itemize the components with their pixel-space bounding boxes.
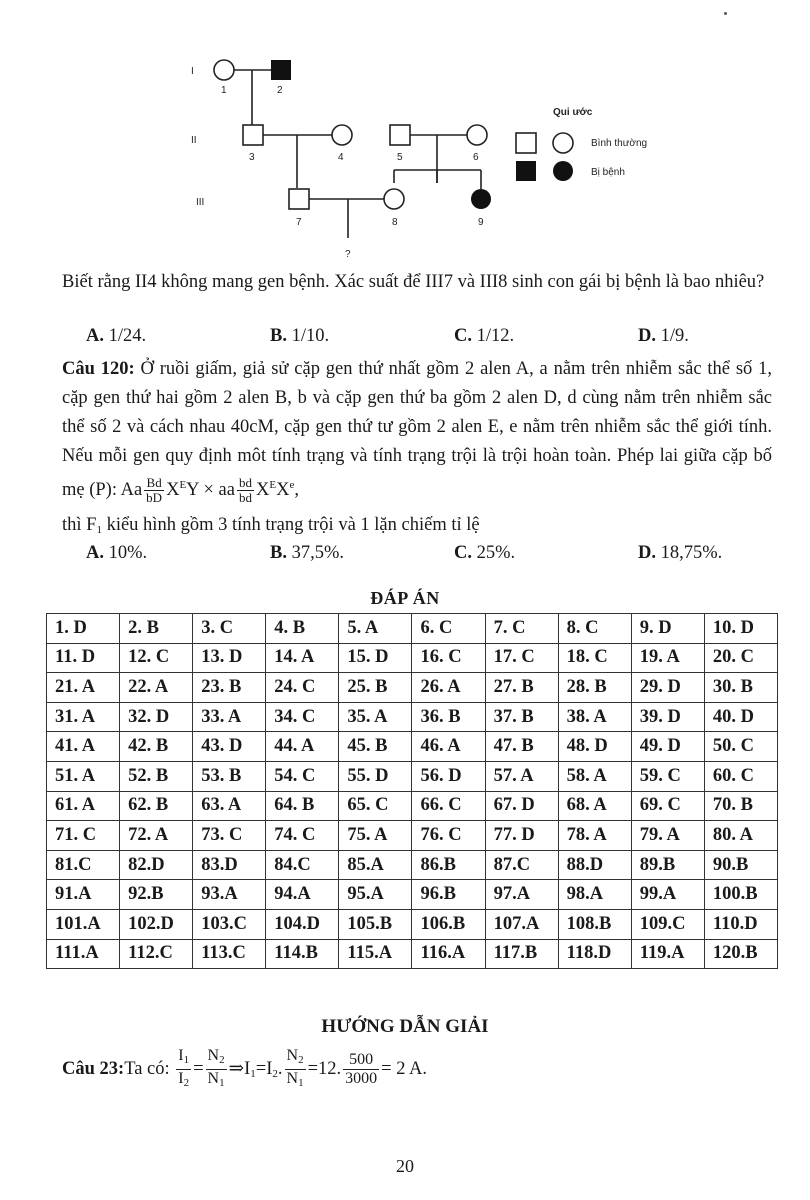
label-6: 6	[473, 152, 479, 163]
answer-cell: 53. B	[193, 761, 266, 791]
answer-cell: 111.A	[47, 939, 120, 969]
answer-cell: 61. A	[47, 791, 120, 821]
answer-cell: 7. C	[485, 614, 558, 644]
answer-cell: 23. B	[193, 673, 266, 703]
answer-cell: 11. D	[47, 643, 120, 673]
answer-cell: 24. C	[266, 673, 339, 703]
answer-cell: 22. A	[120, 673, 193, 703]
gen-label-I: I	[191, 66, 194, 77]
answer-cell: 89.B	[631, 850, 704, 880]
answer-cell: 113.C	[193, 939, 266, 969]
answer-cell: 3. C	[193, 614, 266, 644]
label-3: 3	[249, 152, 255, 163]
answer-cell: 120.B	[704, 939, 777, 969]
answer-cell: 105.B	[339, 909, 412, 939]
answer-cell: 19. A	[631, 643, 704, 673]
answer-cell: 75. A	[339, 821, 412, 851]
answer-cell: 57. A	[485, 761, 558, 791]
answer-cell: 103.C	[193, 909, 266, 939]
answer-cell: 110.D	[704, 909, 777, 939]
answer-cell: 48. D	[558, 732, 631, 762]
answer-cell: 88.D	[558, 850, 631, 880]
answer-cell: 69. C	[631, 791, 704, 821]
answer-cell: 58. A	[558, 761, 631, 791]
q120-option-b: B. 37,5%.	[270, 543, 345, 563]
answer-cell: 39. D	[631, 702, 704, 732]
answer-cell: 96.B	[412, 880, 485, 910]
answer-cell: 64. B	[266, 791, 339, 821]
legend-normal-female	[553, 133, 573, 153]
c23-frac-values: $\frac{500}{3000}$	[345, 1051, 378, 1087]
pedigree-diagram	[0, 0, 810, 265]
answer-cell: 17. C	[485, 643, 558, 673]
answer-cell: 26. A	[412, 673, 485, 703]
answer-cell: 20. C	[704, 643, 777, 673]
individual-7	[289, 189, 309, 209]
answer-row	[47, 732, 778, 762]
label-8: 8	[392, 217, 398, 228]
answer-row	[47, 909, 778, 939]
answer-row	[47, 821, 778, 851]
answer-cell: 68. A	[558, 791, 631, 821]
answer-cell: 42. B	[120, 732, 193, 762]
q120-options	[86, 543, 766, 571]
legend-title: Qui ước	[553, 107, 593, 118]
answer-key-title: ĐÁP ÁN	[370, 588, 440, 608]
answer-cell: 114.B	[266, 939, 339, 969]
legend-normal-label: Bình thường	[591, 138, 648, 149]
answer-cell: 44. A	[266, 732, 339, 762]
answer-cell: 73. C	[193, 821, 266, 851]
answer-cell: 79. A	[631, 821, 704, 851]
answer-cell: 9. D	[631, 614, 704, 644]
individual-9	[471, 189, 491, 209]
answer-cell: 55. D	[339, 761, 412, 791]
q120-label: Câu 120:	[62, 359, 135, 379]
answer-cell: 93.A	[193, 880, 266, 910]
answer-cell: 115.A	[339, 939, 412, 969]
individual-3	[243, 125, 263, 145]
answer-cell: 36. B	[412, 702, 485, 732]
answer-cell: 82.D	[120, 850, 193, 880]
answer-cell: 4. B	[266, 614, 339, 644]
gen-label-III: III	[196, 197, 205, 208]
answer-cell: 99.A	[631, 880, 704, 910]
answer-cell: 108.B	[558, 909, 631, 939]
answer-row	[47, 643, 778, 673]
answer-cell: 62. B	[120, 791, 193, 821]
answer-cell: 47. B	[485, 732, 558, 762]
answer-cell: 77. D	[485, 821, 558, 851]
answer-cell: 98.A	[558, 880, 631, 910]
answer-key-table	[46, 613, 778, 969]
individual-4	[332, 125, 352, 145]
c23-prefix: Ta có:	[124, 1058, 170, 1079]
answer-cell: 107.A	[485, 909, 558, 939]
q119-option-a: A. 1/24.	[86, 326, 147, 346]
answer-cell: 29. D	[631, 673, 704, 703]
answer-cell: 66. C	[412, 791, 485, 821]
answer-cell: 97.A	[485, 880, 558, 910]
answer-cell: 90.B	[704, 850, 777, 880]
q120-text	[62, 355, 772, 505]
answer-row	[47, 850, 778, 880]
c23-label: Câu 23:	[62, 1058, 125, 1079]
answer-cell: 52. B	[120, 761, 193, 791]
answer-cell: 92.B	[120, 880, 193, 910]
answer-cell: 109.C	[631, 909, 704, 939]
individual-1	[214, 60, 234, 80]
answer-cell: 1. D	[47, 614, 120, 644]
legend-affected-label: Bị bệnh	[591, 167, 625, 178]
answer-row	[47, 761, 778, 791]
answer-cell: 30. B	[704, 673, 777, 703]
answer-cell: 51. A	[47, 761, 120, 791]
answer-cell: 6. C	[412, 614, 485, 644]
answer-cell: 67. D	[485, 791, 558, 821]
answer-cell: 116.A	[412, 939, 485, 969]
answer-cell: 21. A	[47, 673, 120, 703]
answer-cell: 14. A	[266, 643, 339, 673]
guide-title: HƯỚNG DẪN GIẢI	[321, 1016, 489, 1037]
answer-cell: 41. A	[47, 732, 120, 762]
label-5: 5	[397, 152, 403, 163]
individual-6	[467, 125, 487, 145]
label-1: 1	[221, 85, 227, 96]
answer-cell: 94.A	[266, 880, 339, 910]
answer-cell: 49. D	[631, 732, 704, 762]
answer-cell: 43. D	[193, 732, 266, 762]
answer-cell: 38. A	[558, 702, 631, 732]
legend-affected-female	[553, 161, 573, 181]
c23-result: = 2 A.	[381, 1058, 428, 1079]
label-2: 2	[277, 85, 283, 96]
answer-cell: 83.D	[193, 850, 266, 880]
answer-cell: 119.A	[631, 939, 704, 969]
label-7: 7	[296, 217, 302, 228]
individual-5	[390, 125, 410, 145]
q120-option-a: A. 10%.	[86, 543, 148, 563]
answer-cell: 87.C	[485, 850, 558, 880]
q120-option-d: D. 18,75%.	[638, 543, 723, 563]
answer-cell: 74. C	[266, 821, 339, 851]
answer-cell: 63. A	[193, 791, 266, 821]
answer-cell: 8. C	[558, 614, 631, 644]
c23-frac-i1-i2: $\frac{I_1}{I_2}$	[178, 1047, 190, 1089]
answer-cell: 12. C	[120, 643, 193, 673]
answer-cell: 112.C	[120, 939, 193, 969]
answer-cell: 34. C	[266, 702, 339, 732]
answer-cell: 10. D	[704, 614, 777, 644]
answer-cell: 2. B	[120, 614, 193, 644]
answer-cell: 78. A	[558, 821, 631, 851]
answer-cell: 91.A	[47, 880, 120, 910]
q119-option-b: B. 1/10.	[270, 326, 330, 346]
answer-cell: 65. C	[339, 791, 412, 821]
answer-cell: 28. B	[558, 673, 631, 703]
label-4: 4	[338, 152, 344, 163]
answer-cell: 72. A	[120, 821, 193, 851]
answer-cell: 59. C	[631, 761, 704, 791]
answer-cell: 118.D	[558, 939, 631, 969]
page-number: 20	[396, 1156, 414, 1176]
answer-cell: 13. D	[193, 643, 266, 673]
gen-label-II: II	[191, 135, 197, 146]
answer-row	[47, 614, 778, 644]
answer-cell: 101.A	[47, 909, 120, 939]
answer-cell: 18. C	[558, 643, 631, 673]
answer-cell: 86.B	[412, 850, 485, 880]
q120-text-line2: thì $F_1$ kiểu hình gồm 3 tính trạng trội và 1 lặn chiếm tỉ lệ	[62, 515, 480, 536]
q120-cross: Aa $\frac{Bd}{bD}$ $X^EY$ × aa $\frac{bd}{bd}$ $X^EXe$,	[120, 475, 299, 506]
answer-cell: 25. B	[339, 673, 412, 703]
answer-cell: 84.C	[266, 850, 339, 880]
answer-cell: 37. B	[485, 702, 558, 732]
answer-cell: 95.A	[339, 880, 412, 910]
c23-frac-n2-n1: $\frac{N_2}{N_1}$	[207, 1047, 225, 1089]
individual-2	[271, 60, 291, 80]
unknown-child-label: ?	[345, 249, 351, 260]
answer-cell: 104.D	[266, 909, 339, 939]
answer-cell: 45. B	[339, 732, 412, 762]
answer-row	[47, 702, 778, 732]
answer-cell: 54. C	[266, 761, 339, 791]
answer-row	[47, 880, 778, 910]
answer-row	[47, 673, 778, 703]
answer-cell: 106.B	[412, 909, 485, 939]
answer-cell: 15. D	[339, 643, 412, 673]
q119-options	[86, 326, 766, 354]
c23-frac-n2-n1-b: $\frac{N_2}{N_1}$	[286, 1047, 304, 1089]
answer-cell: 31. A	[47, 702, 120, 732]
answer-cell: 80. A	[704, 821, 777, 851]
legend-normal-male	[516, 133, 536, 153]
answer-cell: 56. D	[412, 761, 485, 791]
q120-body: Ở ruồi giấm, giả sử cặp gen thứ nhất gồm 2 alen A, a nằm trên nhiễm sắc thể số 1, cặp gen thứ hai gồm 2 alen B, b và cặp gen thứ ba gồm 2 alen D, d cùng nằm trên nhiễm sắc thể số 2 và cách nhau 40cM, cặp gen thứ tư gồm 2 alen E, e nằm trên nhiễm sắc thể giới tính. Nếu mỗi gen quy định môt tính trạng và tính trạng trội là trội hoàn toàn. Phép lai giữa cặp bố mẹ (P):	[62, 359, 773, 500]
label-9: 9	[478, 217, 484, 228]
answer-cell: 35. A	[339, 702, 412, 732]
answer-cell: 27. B	[485, 673, 558, 703]
answer-cell: 71. C	[47, 821, 120, 851]
answer-cell: 50. C	[704, 732, 777, 762]
answer-cell: 46. A	[412, 732, 485, 762]
answer-cell: 16. C	[412, 643, 485, 673]
answer-cell: 102.D	[120, 909, 193, 939]
answer-cell: 33. A	[193, 702, 266, 732]
q119-option-d: D. 1/9.	[638, 326, 689, 346]
q119-option-c: C. 1/12.	[454, 326, 515, 346]
answer-cell: 60. C	[704, 761, 777, 791]
q119-text: Biết rằng II4 không mang gen bệnh. Xác suất để III7 và III8 sinh con gái bị bệnh là bao nhiêu?	[62, 272, 765, 292]
answer-row	[47, 939, 778, 969]
answer-cell: 85.A	[339, 850, 412, 880]
c23-solution: Câu 23:Ta có: $\frac{I_1}{I_2}$ = $\frac{N_2}{N_1}$ $\Rightarrow I_1=I_2$. $\frac{N_2}{N_1}$ =12. $\frac{500}{3000}$ = 2 A.	[62, 1047, 427, 1107]
answer-cell: 81.C	[47, 850, 120, 880]
q120-option-c: C. 25%.	[454, 543, 516, 563]
answer-cell: 32. D	[120, 702, 193, 732]
answer-cell: 100.B	[704, 880, 777, 910]
legend-affected-male	[516, 161, 536, 181]
answer-cell: 76. C	[412, 821, 485, 851]
answer-cell: 40. D	[704, 702, 777, 732]
answer-cell: 117.B	[485, 939, 558, 969]
answer-cell: 70. B	[704, 791, 777, 821]
answer-row	[47, 791, 778, 821]
answer-cell: 5. A	[339, 614, 412, 644]
individual-8	[384, 189, 404, 209]
